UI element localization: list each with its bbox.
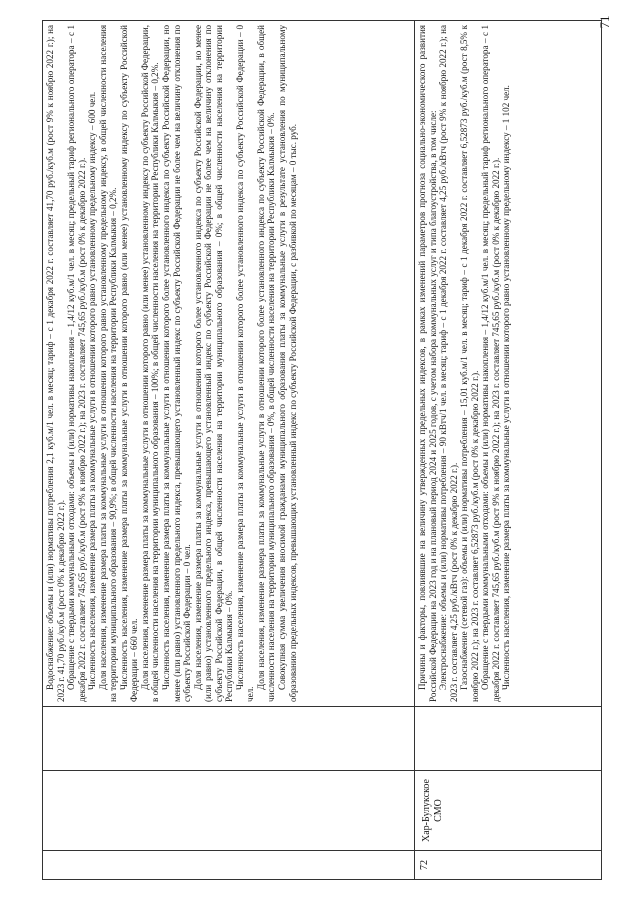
municipality-cell bbox=[43, 770, 414, 850]
table-rotated bbox=[42, 20, 602, 880]
description-cell bbox=[417, 25, 599, 702]
paragraph: Доля населения, изменение размера платы за коммунальные услуги в отношении которого более установленного индекса по субъекту Российской Федерации, но менее (или равно) установленного предельного индекса, превышающего установленный индекс по субъекту Российской Федерации не более чем на величину отклонения по субъекту Российской Федерации, в общей численности населения на территории муниципального образования – 0%; в общей численности населения на территории Республики Калмыкия – 0%. bbox=[192, 25, 235, 702]
paragraph: Доля населения, изменение размера платы за коммунальные услуги в отношении которого равно установленному предельному индексу, в общей численности населения на территории муниципального образования – 90,9%; в общей численности населения на территории Республики Калмыкия – 0,2%. bbox=[97, 25, 119, 702]
paragraph: Совокупная сумма увеличения вносимой гражданами муниципального образования платы за коммунальные услуги в результате установления по муниципальному образованию предельных индексов, превышающих установленный индекс по субъекту Российской Федерации, с разбивкой по месяцам – 0 тыс. руб. bbox=[277, 25, 298, 702]
paragraph: Причины и факторы, повлиявшие на величину утвержденных предельных индексов, в рамках изменений параметров прогноза социально-экономического развития Российской Федерации на 2023 год и на плановый период 2024 и 2025 годов, с учетом набора коммунальных услуг и типа благоустройства, в том числе: bbox=[417, 25, 438, 702]
paragraph: Доля населения, изменение размера платы за коммунальные услуги в отношении которого более установленного индекса по субъекту Российской Федерации, в общей численности населения на территории муниципального образования – 0%, в общей численности населения на территории Республики Калмыкия – 0%. bbox=[255, 25, 277, 702]
paragraph: Водоснабжение: объемы и (или) нормативы потребления 2,1 куб.м/1 чел. в месяц; тариф – с 1 декабря 2022 г. составляет 41,70 руб./куб.м (рост 9% к ноябрю 2022 г.); на 2023 г. 41,70 руб./куб.м (рост 0% к декабрю 2022 г.). bbox=[45, 25, 66, 702]
table-row bbox=[42, 20, 414, 880]
paragraph: Численность населения, изменение размера платы за коммунальные услуги в отношении которого более установленного индекса по субъекту Российской Федерации – 0 чел. bbox=[234, 25, 256, 702]
row-number-cell bbox=[43, 850, 414, 879]
paragraph: Обращение с твердыми коммунальными отходами: объемы и (или) нормативы накопления – 1,4/12 куб.м/1 чел. в месяц; предельный тариф регионального оператора – с 1 декабря 2022 г. составляет 745,65 руб./куб.м (рост 9% к ноябрю 2022 г.); на 2023 г. составляет 745,65 руб./куб.м (рост 0% к декабрю 2022 г.). bbox=[480, 25, 501, 702]
paragraph: Обращение с твердыми коммунальными отходами: объемы и (или) нормативы накопления – 1,4/12 куб.м/1 чел. в месяц; предельный тариф регионального оператора – с 1 декабря 2022 г. составляет 745,65 руб./куб.м (рост 9% к ноябрю 2022 г.); на 2023 г. составляет 745,65 руб./куб.м (рост 0% к декабрю 2022 г.). bbox=[66, 25, 87, 702]
paragraph: Электроснабжение: объемы и (или) нормативы потребления – 90 кВтч/1 чел. в месяц; тариф – с 1 декабря 2022 г. составляет 4,25 руб./кВтч (рост 9% к ноябрю 2022 г.); на 2023 г. составляет 4,25 руб./кВтч (рост 0% к декабрю 2022 г.). bbox=[438, 25, 459, 702]
description-cell bbox=[45, 25, 412, 702]
empty-cell bbox=[43, 706, 414, 770]
table-row bbox=[414, 20, 602, 880]
paragraph: Численность населения, изменение размера платы за коммунальные услуги в отношении которого равно (или менее) установленному индексу по субъекту Российской Федерации – 660 чел. bbox=[118, 25, 140, 702]
municipality-name: Хар-Булукское СМО bbox=[421, 779, 444, 842]
paragraph: Газоснабжение (сетевой газ): объемы и (или) нормативы потребления – 15,01 куб.м/1 чел. в месяц; тариф – с 1 декабря 2022 г. составляет 6,52873 руб./куб.м (рост 8,5% к ноябрю 2022 г.); на 2023 г. составляет 6,52873 руб./куб.м (рост 0% к декабрю 2022 г.). bbox=[459, 25, 480, 702]
paragraph: Численность населения, изменение размера платы за коммунальные услуги в отношении которого более установленного индекса по субъекту Российской Федерации, но менее (или равно) установленного предельного индекса, превышающего установленный индекс по субъекту Российской Федерации не более чем на величину отклонения по субъекту Российской Федерации – 0 чел. bbox=[161, 25, 193, 702]
empty-cell bbox=[415, 706, 601, 770]
paragraph: Численность населения, изменение размера платы за коммунальные услуги в отношении которого равно установленному предельному индексу – 1 102 чел. bbox=[501, 85, 512, 690]
paragraph: Численность населения, изменение размера платы за коммунальные услуги в отношении которого равно установленному предельному индексу – 600 чел. bbox=[87, 91, 98, 690]
page-number: 71 bbox=[597, 15, 612, 29]
municipality-cell bbox=[415, 770, 601, 850]
row-number: 72 bbox=[419, 860, 430, 870]
paragraph: Доля населения, изменение размера платы за коммунальные услуги в отношении которого равно (или менее) установленному индексу по субъекту Российской Федерации, в общей численности населения на территории муниципального образования – 100%; в общей численности населения на территории Республики Калмыкия – 0,2%. bbox=[139, 25, 161, 702]
row-number-cell bbox=[415, 850, 601, 879]
